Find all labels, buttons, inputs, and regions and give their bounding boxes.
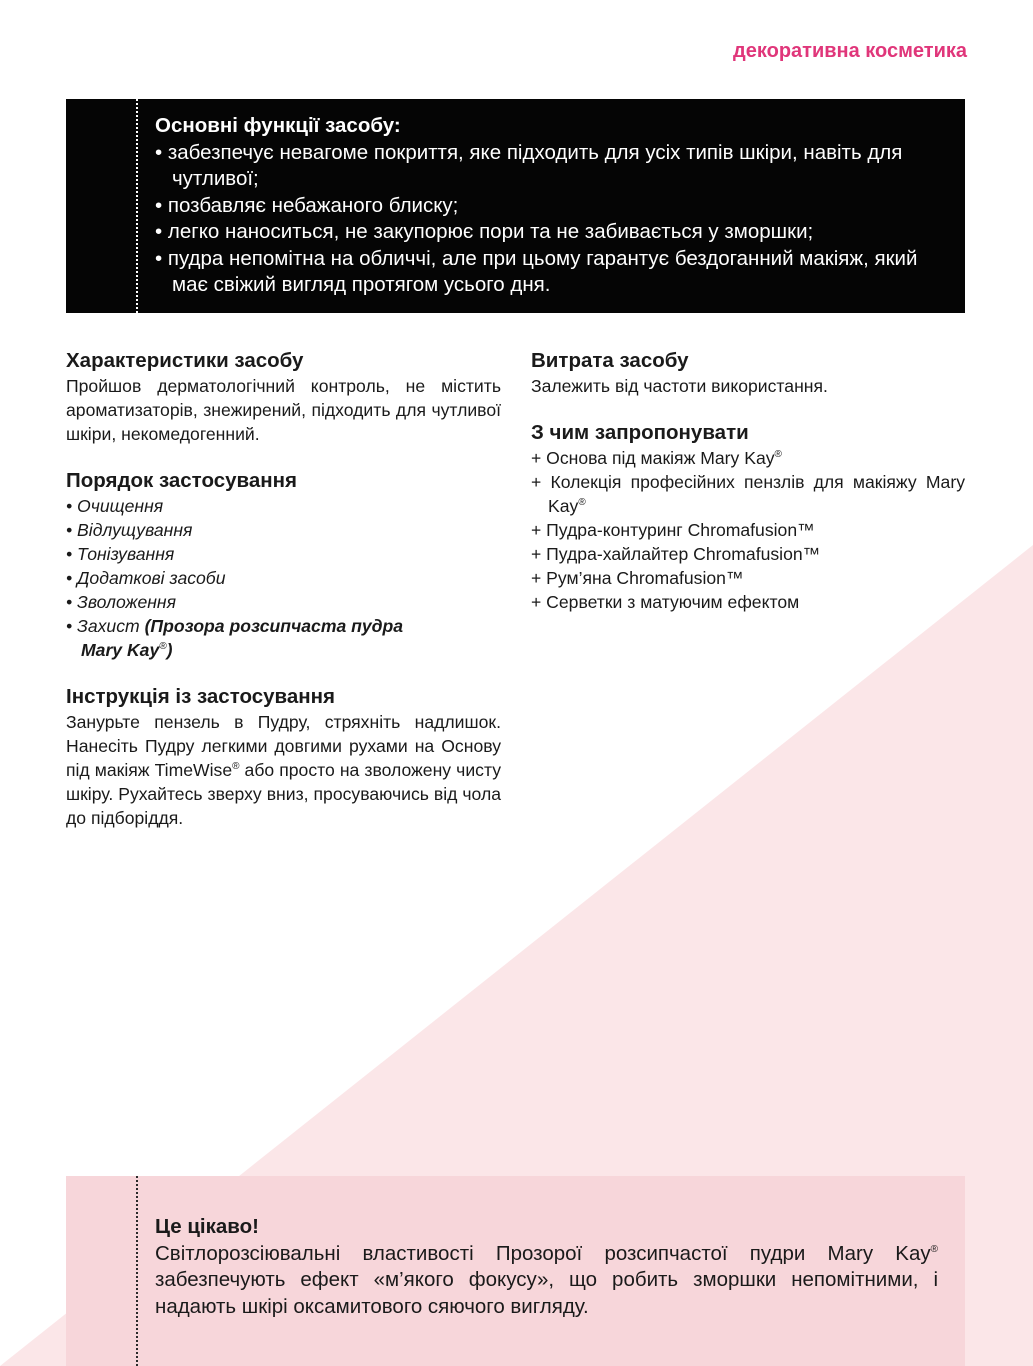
order-step: • Додаткові засоби <box>66 568 226 588</box>
instructions-text-part1: Занурьте пензель в Пудру, стряхніть надлишок. Нанесіть Пудру легкими довгими рухами на Основу під макіяж TimeWise <box>66 712 501 780</box>
order-step: • Відлущування <box>66 520 193 540</box>
interesting-fact-box <box>66 1176 965 1366</box>
registered-mark: ® <box>930 1243 938 1255</box>
instructions-title: Інструкція із застосування <box>66 685 335 708</box>
registered-mark: ® <box>159 641 167 653</box>
interesting-fact-text <box>155 1241 938 1321</box>
characteristics-text: Пройшов дерматологічний контроль, не містить ароматизаторів, знежирений, підходить для чутливої шкіри, некомедогенний. <box>66 376 501 444</box>
order-step-protection-close: ) <box>166 640 173 660</box>
suggest-item-text: + Основа під макіяж Mary Kay <box>531 448 775 468</box>
registered-mark: ® <box>774 449 782 461</box>
function-bullet: • забезпечує невагоме покриття, яке підходить для усіх типів шкіри, навіть для чутливої; <box>155 140 903 190</box>
order-step: • Тонізування <box>66 544 175 564</box>
suggest-item: + Серветки з матуючим ефектом <box>531 592 800 612</box>
application-order-title: Порядок застосування <box>66 469 297 492</box>
suggest-item <box>531 446 965 470</box>
instructions-text <box>66 710 501 830</box>
instructions-section <box>66 684 501 830</box>
application-order-section <box>66 468 501 662</box>
suggest-item: + Рум’яна Chromafusion™ <box>531 568 744 588</box>
instructions-text-part2: або просто на зволожену чисту шкіру. Рухайтесь зверху вниз, просуваючись від чола до підборіддя. <box>66 760 501 828</box>
function-bullet: • пудра непомітна на обличчі, але при цьому гарантує бездоганний макіяж, який має свіжий вигляд протягом усього дня. <box>155 246 918 296</box>
category-label: декоративна косметика <box>733 40 967 62</box>
order-step-protection <box>66 614 501 662</box>
order-step-protection-brand: Mary Kay <box>81 640 160 660</box>
interesting-fact-text-part1: Світлорозсіювальні властивості Прозорої розсипчастої пудри Mary Kay <box>155 1241 931 1265</box>
function-bullet: • позбавляє небажаного блиску; <box>155 193 459 217</box>
consumption-text: Залежить від частоти використання. <box>531 376 828 396</box>
characteristics-section <box>66 348 501 446</box>
suggest-item <box>531 470 965 518</box>
consumption-title: Витрата засобу <box>531 349 689 372</box>
function-bullet: • легко наноситься, не закупорює пори та не забивається у зморшки; <box>155 220 814 243</box>
left-column <box>66 348 501 852</box>
order-step: • Очищення <box>66 496 164 516</box>
order-step-protection-label: • Захист <box>66 616 145 636</box>
order-step-protection-product: (Прозора розсипчаста пудра <box>144 616 404 636</box>
consumption-section <box>531 348 965 398</box>
suggest-item: + Пудра-хайлайтер Chromafusion™ <box>531 544 821 564</box>
suggest-title: З чим запропонувати <box>531 421 749 444</box>
characteristics-title: Характеристики засобу <box>66 349 304 372</box>
registered-mark: ® <box>232 761 240 773</box>
dotted-divider <box>136 99 138 313</box>
suggest-section <box>531 420 965 614</box>
main-functions-content <box>155 113 945 299</box>
order-step: • Зволоження <box>66 592 177 612</box>
main-functions-title: Основні функції засобу: <box>155 114 401 137</box>
suggest-item: + Пудра-контуринг Chromafusion™ <box>531 520 815 540</box>
main-functions-box <box>66 99 965 313</box>
interesting-fact-content <box>155 1214 938 1320</box>
interesting-fact-text-part2: забезпечують ефект «м’якого фокусу», що робить зморшки непомітними, і надають шкірі оксамитового сяючого вигляду. <box>155 1268 938 1318</box>
suggest-item-text: + Колекція професійних пензлів для макіяжу Mary Kay <box>531 472 965 516</box>
dotted-divider <box>136 1176 138 1366</box>
right-column <box>531 348 965 636</box>
registered-mark: ® <box>578 497 586 509</box>
interesting-fact-title: Це цікаво! <box>155 1215 259 1238</box>
